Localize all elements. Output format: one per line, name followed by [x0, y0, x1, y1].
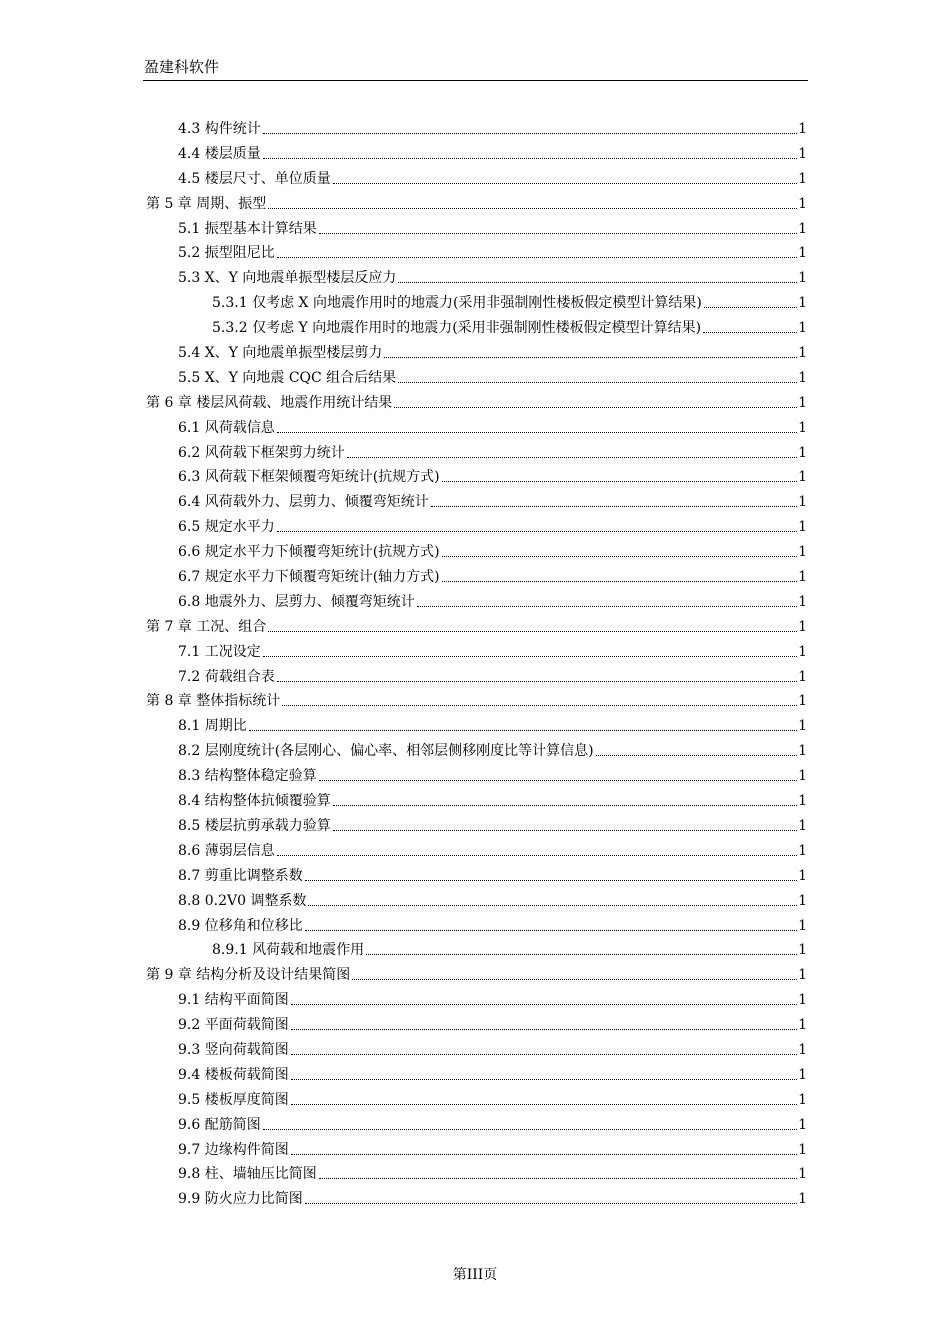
toc-entry[interactable]	[0, 590, 950, 615]
toc-entry-line	[178, 493, 807, 511]
toc-dot-leader	[291, 1028, 797, 1030]
toc-entry-title: 7.2 荷载组合表	[178, 668, 275, 685]
toc-entry-page: 1	[798, 817, 807, 834]
toc-entry[interactable]	[0, 515, 950, 540]
toc-entry[interactable]	[0, 1088, 950, 1113]
toc-entry-title: 4.5 楼层尺寸、单位质量	[178, 170, 331, 187]
table-of-contents	[0, 117, 950, 1212]
toc-entry-page: 1	[798, 121, 807, 137]
toc-entry-line	[178, 817, 807, 835]
toc-entry-page: 1	[798, 1091, 807, 1108]
toc-entry-title: 9.4 楼板荷载简图	[178, 1066, 289, 1083]
toc-dot-leader	[305, 879, 797, 881]
toc-entry-page: 1	[798, 967, 807, 984]
toc-entry[interactable]	[0, 1187, 950, 1212]
toc-entry-title: 9.1 结构平面简图	[178, 992, 289, 1009]
toc-dot-leader	[431, 505, 797, 507]
toc-entry-page: 1	[798, 195, 807, 212]
toc-entry-page: 1	[798, 369, 807, 386]
toc-entry[interactable]	[0, 988, 950, 1013]
toc-dot-leader	[333, 829, 797, 831]
toc-entry-line	[146, 195, 807, 213]
toc-entry[interactable]	[0, 889, 950, 914]
toc-entry-line	[178, 717, 807, 735]
toc-entry-page: 1	[798, 145, 807, 162]
toc-entry[interactable]	[0, 1113, 950, 1138]
toc-entry-line	[178, 568, 807, 586]
toc-dot-leader	[442, 580, 797, 582]
toc-dot-leader	[263, 1128, 797, 1130]
toc-entry-line	[178, 1116, 807, 1134]
toc-entry-line	[178, 767, 807, 785]
toc-dot-leader	[394, 406, 797, 408]
toc-entry-page: 1	[798, 494, 807, 511]
toc-dot-leader	[398, 381, 797, 383]
toc-entry-title: 第 7 章 工况、组合	[146, 618, 267, 635]
toc-entry-page: 1	[798, 419, 807, 436]
toc-dot-leader	[704, 306, 797, 308]
toc-entry[interactable]	[0, 416, 950, 441]
toc-dot-leader	[263, 132, 797, 134]
toc-entry-title: 5.4 X、Y 向地震单振型楼层剪力	[178, 345, 383, 362]
toc-entry-title: 8.7 剪重比调整系数	[178, 867, 303, 884]
toc-entry[interactable]	[0, 864, 950, 889]
toc-dot-leader	[703, 331, 797, 333]
toc-entry-page: 1	[798, 867, 807, 884]
toc-entry-title: 8.8 0.2V0 调整系数	[178, 892, 307, 909]
toc-entry-title: 9.9 防火应力比简图	[178, 1191, 303, 1208]
toc-entry-page: 1	[798, 1116, 807, 1133]
toc-entry-line	[146, 394, 807, 412]
toc-entry-title: 4.4 楼层质量	[178, 145, 261, 162]
toc-entry-line	[178, 1091, 807, 1109]
toc-entry[interactable]	[0, 316, 950, 341]
toc-entry[interactable]	[0, 490, 950, 515]
toc-entry-line	[178, 419, 807, 437]
toc-entry-line	[178, 145, 807, 163]
toc-entry[interactable]	[0, 1013, 950, 1038]
toc-entry-title: 6.5 规定水平力	[178, 519, 275, 536]
toc-dot-leader	[352, 978, 797, 980]
toc-entry[interactable]	[0, 1063, 950, 1088]
toc-entry-line	[178, 170, 807, 188]
toc-entry-line	[178, 468, 807, 486]
toc-entry-title: 9.8 柱、墙轴压比简图	[178, 1166, 317, 1183]
toc-entry-line	[178, 842, 807, 860]
toc-entry-line	[178, 792, 807, 810]
toc-entry-title: 9.5 楼板厚度简图	[178, 1091, 289, 1108]
toc-entry-page: 1	[798, 593, 807, 610]
toc-dot-leader	[277, 431, 797, 433]
toc-entry-title: 5.1 振型基本计算结果	[178, 220, 317, 237]
toc-entry-line	[178, 543, 807, 561]
toc-entry-line	[178, 269, 807, 287]
toc-entry-title: 5.5 X、Y 向地震 CQC 组合后结果	[178, 369, 397, 386]
toc-entry-title: 6.1 风荷载信息	[178, 419, 275, 436]
toc-entry-page: 1	[798, 394, 807, 411]
toc-dot-leader	[291, 1103, 797, 1105]
toc-entry-title: 8.9 位移角和位移比	[178, 917, 303, 934]
toc-entry-title: 5.3 X、Y 向地震单振型楼层反应力	[178, 270, 397, 287]
toc-dot-leader	[291, 1153, 797, 1155]
toc-dot-leader	[319, 1177, 797, 1179]
toc-entry-page: 1	[798, 942, 807, 959]
toc-entry[interactable]	[0, 192, 950, 217]
toc-entry-page: 1	[798, 643, 807, 660]
toc-entry-page: 1	[798, 668, 807, 685]
toc-entry-page: 1	[798, 444, 807, 461]
toc-entry[interactable]	[0, 914, 950, 939]
toc-entry-line	[178, 643, 807, 661]
toc-entry-page: 1	[798, 618, 807, 635]
toc-entry-page: 1	[798, 1041, 807, 1058]
toc-entry-page: 1	[798, 245, 807, 262]
toc-entry-page: 1	[798, 345, 807, 362]
toc-entry-line	[178, 518, 807, 536]
toc-entry-line	[178, 991, 807, 1009]
toc-entry-page: 1	[798, 1141, 807, 1158]
toc-entry[interactable]	[0, 1038, 950, 1063]
toc-entry-title: 6.6 规定水平力下倾覆弯矩统计(抗规方式)	[178, 544, 440, 561]
toc-entry[interactable]	[0, 366, 950, 391]
toc-entry-page: 1	[798, 793, 807, 810]
toc-entry-page: 1	[798, 718, 807, 735]
toc-entry-page: 1	[798, 917, 807, 934]
toc-dot-leader	[442, 555, 797, 557]
toc-entry-page: 1	[798, 693, 807, 710]
toc-entry-line	[146, 966, 807, 984]
page-number: 第III页	[452, 1267, 498, 1283]
toc-entry-title: 第 5 章 周期、振型	[146, 195, 267, 212]
toc-entry-line	[178, 344, 807, 362]
toc-entry-page: 1	[798, 320, 807, 337]
toc-entry[interactable]	[0, 217, 950, 242]
toc-entry-title: 5.3.1 仅考虑 X 向地震作用时的地震力(采用非强制刚性楼板假定模型计算结果)	[212, 295, 702, 312]
toc-entry-page: 1	[798, 519, 807, 536]
toc-entry-page: 1	[798, 1191, 807, 1208]
toc-dot-leader	[366, 953, 797, 955]
toc-entry-page: 1	[798, 892, 807, 909]
toc-entry-title: 4.3 构件统计	[178, 121, 261, 137]
toc-dot-leader	[277, 680, 797, 682]
toc-entry-line	[178, 593, 807, 611]
toc-entry-line	[178, 668, 807, 686]
toc-entry-title: 6.4 风荷载外力、层剪力、倾覆弯矩统计	[178, 494, 429, 511]
toc-entry-page: 1	[798, 170, 807, 187]
toc-entry[interactable]	[0, 789, 950, 814]
toc-dot-leader	[417, 605, 797, 607]
toc-dot-leader	[319, 779, 797, 781]
toc-dot-leader	[249, 729, 797, 731]
toc-entry[interactable]	[0, 615, 950, 640]
toc-entry-line	[178, 1141, 807, 1159]
toc-entry-page: 1	[798, 1017, 807, 1034]
toc-entry-page: 1	[798, 544, 807, 561]
toc-entry-title: 6.3 风荷载下框架倾覆弯矩统计(抗规方式)	[178, 469, 440, 486]
toc-entry-title: 8.4 结构整体抗倾覆验算	[178, 793, 331, 810]
toc-entry-title: 8.9.1 风荷载和地震作用	[212, 942, 365, 959]
toc-entry-title: 6.8 地震外力、层剪力、倾覆弯矩统计	[178, 593, 415, 610]
toc-entry[interactable]	[0, 1138, 950, 1163]
toc-entry[interactable]	[0, 714, 950, 739]
toc-entry-page: 1	[798, 295, 807, 312]
toc-entry-page: 1	[798, 1066, 807, 1083]
toc-entry[interactable]	[0, 540, 950, 565]
toc-entry-line	[178, 369, 807, 387]
toc-entry-page: 1	[798, 469, 807, 486]
toc-entry[interactable]	[0, 441, 950, 466]
toc-entry-title: 第 6 章 楼层风荷载、地震作用统计结果	[146, 394, 393, 411]
toc-entry-page: 1	[798, 569, 807, 586]
toc-entry-title: 第 9 章 结构分析及设计结果简图	[146, 967, 351, 984]
toc-dot-leader	[442, 480, 797, 482]
toc-entry[interactable]	[0, 167, 950, 192]
toc-entry[interactable]	[0, 341, 950, 366]
toc-dot-leader	[308, 904, 797, 906]
toc-entry-title: 5.3.2 仅考虑 Y 向地震作用时的地震力(采用非强制刚性楼板假定模型计算结果)	[212, 320, 702, 337]
toc-dot-leader	[268, 630, 797, 632]
toc-entry[interactable]	[0, 266, 950, 291]
toc-entry[interactable]	[0, 839, 950, 864]
toc-entry-page: 1	[798, 220, 807, 237]
toc-entry-title: 6.7 规定水平力下倾覆弯矩统计(轴力方式)	[178, 569, 440, 586]
toc-entry-title: 9.2 平面荷载简图	[178, 1017, 289, 1034]
toc-entry-title: 8.5 楼层抗剪承载力验算	[178, 817, 331, 834]
toc-entry-title: 8.1 周期比	[178, 718, 247, 735]
toc-entry-line	[178, 867, 807, 885]
toc-entry-page: 1	[798, 842, 807, 859]
toc-entry-line	[178, 120, 807, 138]
toc-entry[interactable]	[0, 241, 950, 266]
toc-entry[interactable]	[0, 814, 950, 839]
toc-entry[interactable]	[0, 665, 950, 690]
toc-entry-title: 9.7 边缘构件简图	[178, 1141, 289, 1158]
toc-dot-leader	[305, 1202, 797, 1204]
toc-dot-leader	[282, 704, 797, 706]
toc-dot-leader	[277, 854, 797, 856]
toc-entry[interactable]	[0, 963, 950, 988]
toc-entry-title: 5.2 振型阻尼比	[178, 245, 275, 262]
toc-dot-leader	[305, 929, 797, 931]
toc-entry-title: 9.3 竖向荷载简图	[178, 1041, 289, 1058]
toc-entry[interactable]	[0, 142, 950, 167]
toc-dot-leader	[333, 804, 797, 806]
toc-dot-leader	[277, 256, 797, 258]
toc-entry-title: 第 8 章 整体指标统计	[146, 693, 281, 710]
toc-entry-title: 6.2 风荷载下框架剪力统计	[178, 444, 345, 461]
toc-dot-leader	[268, 207, 797, 209]
toc-dot-leader	[291, 1078, 797, 1080]
toc-entry-line	[178, 1190, 807, 1208]
toc-entry-title: 9.6 配筋简图	[178, 1116, 261, 1133]
toc-entry-line	[178, 1165, 807, 1183]
toc-entry-line	[178, 1041, 807, 1059]
toc-dot-leader	[291, 1053, 797, 1055]
toc-entry-line	[178, 1016, 807, 1034]
toc-dot-leader	[398, 281, 797, 283]
toc-entry[interactable]	[0, 640, 950, 665]
toc-entry[interactable]	[0, 689, 950, 714]
toc-dot-leader	[263, 655, 797, 657]
toc-entry[interactable]	[0, 764, 950, 789]
toc-dot-leader	[277, 530, 797, 532]
toc-entry-line	[178, 917, 807, 935]
toc-entry[interactable]	[0, 565, 950, 590]
toc-dot-leader	[384, 356, 797, 358]
toc-entry-title: 8.2 层刚度统计(各层刚心、偏心率、相邻层侧移刚度比等计算信息)	[178, 743, 594, 760]
toc-entry-line	[178, 892, 807, 910]
toc-entry-page: 1	[798, 1166, 807, 1183]
toc-entry[interactable]	[0, 739, 950, 764]
toc-entry-line	[178, 244, 807, 262]
page-header	[143, 54, 808, 81]
toc-entry[interactable]	[0, 291, 950, 316]
toc-dot-leader	[319, 232, 797, 234]
header-title: 盈建科软件	[144, 58, 220, 76]
toc-entry-page: 1	[798, 270, 807, 287]
toc-dot-leader	[291, 1003, 797, 1005]
toc-entry-line	[212, 319, 807, 337]
toc-entry-line	[146, 618, 807, 636]
toc-dot-leader	[347, 456, 797, 458]
toc-entry-page: 1	[798, 743, 807, 760]
toc-dot-leader	[333, 182, 797, 184]
toc-entry[interactable]	[0, 391, 950, 416]
toc-entry[interactable]	[0, 117, 950, 142]
toc-entry-page: 1	[798, 992, 807, 1009]
toc-entry-page: 1	[798, 768, 807, 785]
toc-entry[interactable]	[0, 465, 950, 490]
toc-entry-title: 8.6 薄弱层信息	[178, 842, 275, 859]
toc-entry[interactable]	[0, 938, 950, 963]
toc-dot-leader	[596, 754, 797, 756]
toc-entry-title: 8.3 结构整体稳定验算	[178, 768, 317, 785]
toc-entry-line	[178, 220, 807, 238]
toc-entry[interactable]	[0, 1162, 950, 1187]
toc-dot-leader	[263, 157, 797, 159]
toc-entry-line	[178, 444, 807, 462]
toc-entry-title: 7.1 工况设定	[178, 643, 261, 660]
toc-entry-line	[146, 692, 807, 710]
toc-entry-line	[178, 1066, 807, 1084]
toc-entry-line	[178, 742, 807, 760]
toc-entry-line	[212, 294, 807, 312]
toc-entry-line	[212, 941, 807, 959]
